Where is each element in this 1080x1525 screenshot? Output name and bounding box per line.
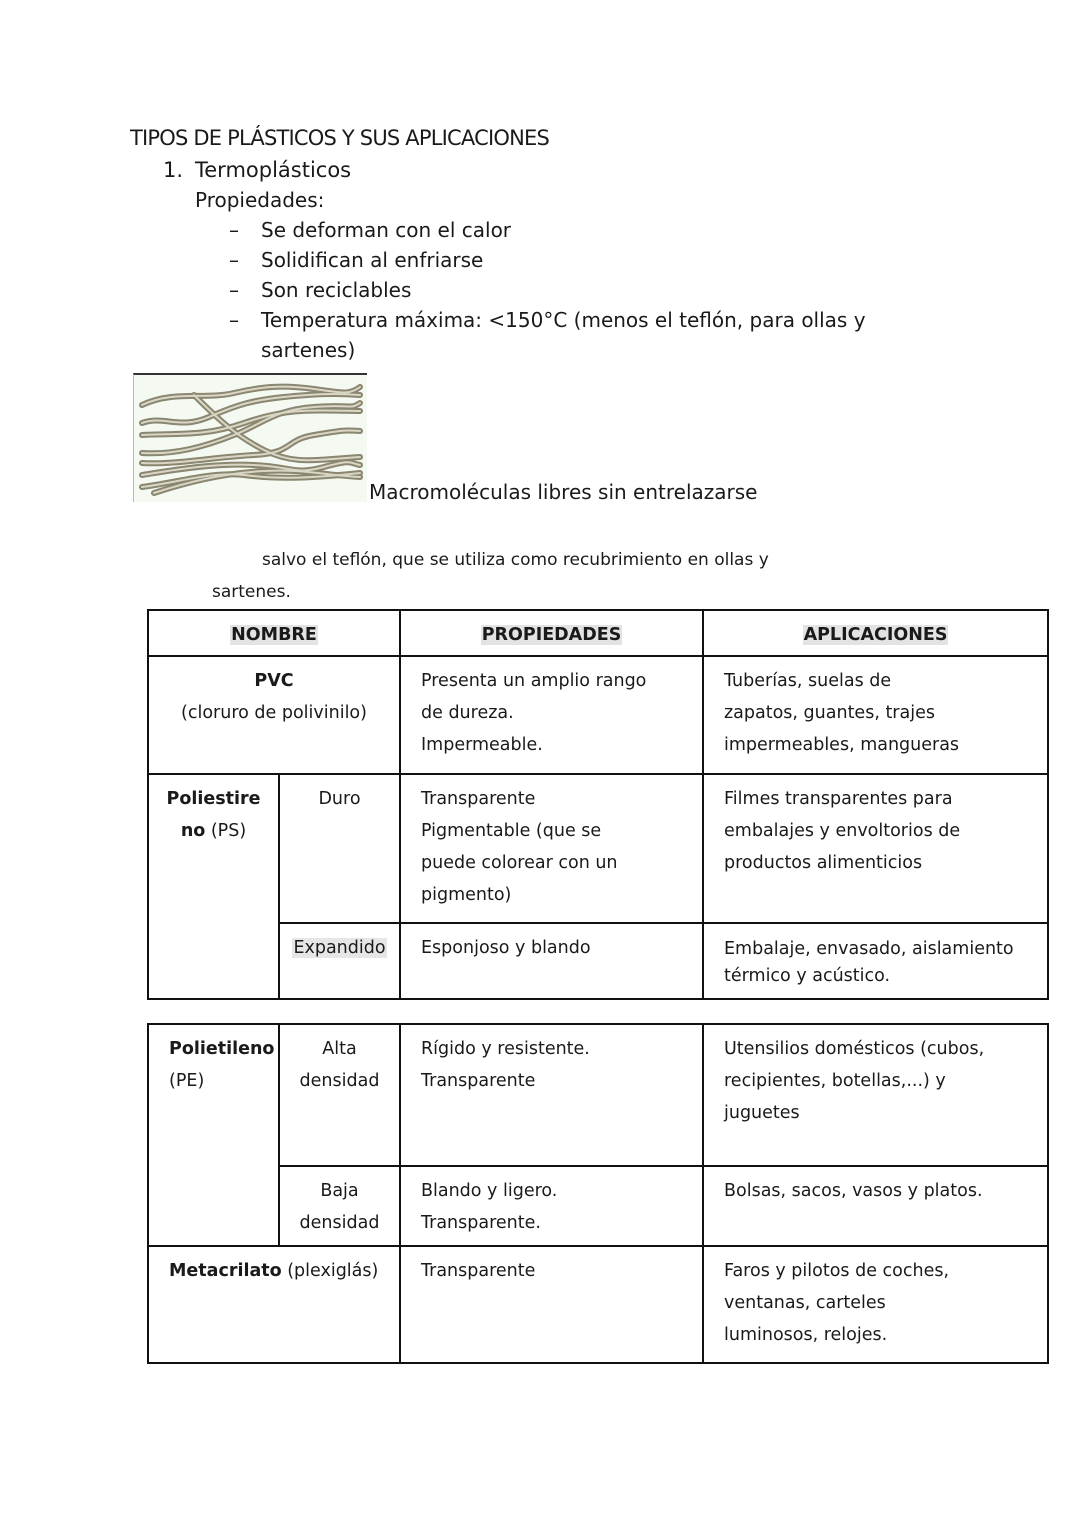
ps-expandido-variant: Expandido [279,923,400,999]
pe-name-cell: Polietileno (PE) [148,1024,279,1246]
ps-duro-applications: Filmes transparentes para embalajes y envoltorios de productos alimenticios [703,774,1048,923]
pvc-properties-cell: Presenta un amplio rango de dureza. Impermeable. [400,656,703,774]
pe-alta-variant: Alta densidad [279,1024,400,1166]
pvc-applications-cell: Tuberías, suelas de zapatos, guantes, trajes impermeables, mangueras [703,656,1048,774]
ps-duro-properties: Transparente Pigmentable (que se puede colorear con un pigmento) [400,774,703,923]
page-title: TIPOS DE PLÁSTICOS Y SUS APLICACIONES [130,126,549,150]
section-label: Termoplásticos [195,158,352,182]
pvc-name-cell: PVC (cloruro de polivinilo) [148,656,400,774]
table-row-pvc [148,656,1048,774]
table-header-row [148,610,1048,656]
pe-baja-variant: Baja densidad [279,1166,400,1246]
property-continuation: sartenes) [261,338,356,362]
property-item: – Solidifican al enfriarse [229,248,484,272]
metacrilato-applications: Faros y pilotos de coches, ventanas, carteles luminosos, relojes. [703,1246,1048,1363]
metacrilato-properties: Transparente [400,1246,703,1363]
ps-expandido-properties: Esponjoso y blando [400,923,703,999]
section-heading [163,158,351,182]
property-item: – Se deforman con el calor [229,218,512,242]
ps-name-cell: Poliestire no (PS) [148,774,279,999]
property-item: – Son reciclables [229,278,412,302]
section-number: 1. [163,158,184,182]
header-propiedades: PROPIEDADES [400,610,703,656]
plastics-table-1 [147,609,1049,1000]
property-item: – Temperatura máxima: <150°C (menos el teflón, para ollas y [229,308,866,332]
table-row-ps-duro [148,774,1048,923]
header-nombre: NOMBRE [148,610,400,656]
macromolecule-chains-icon [134,375,367,502]
properties-label: Propiedades: [195,188,325,212]
pe-baja-applications: Bolsas, sacos, vasos y platos. [703,1166,1048,1246]
table-row-ps-expandido [148,923,1048,999]
table-row-pe-alta [148,1024,1048,1166]
macromolecule-chains-image [133,373,367,502]
header-aplicaciones: APLICACIONES [703,610,1048,656]
teflon-note-continuation: sartenes. [212,582,291,602]
plastics-table-2 [147,1023,1049,1364]
table-row-pe-baja [148,1166,1048,1246]
pe-alta-properties: Rígido y resistente. Transparente [400,1024,703,1166]
ps-expandido-applications: Embalaje, envasado, aislamiento térmico y acústico. [703,923,1048,999]
pe-baja-properties: Blando y ligero. Transparente. [400,1166,703,1246]
ps-duro-variant: Duro [279,774,400,923]
table-row-metacrilato [148,1246,1048,1363]
figure-caption: Macromoléculas libres sin entrelazarse [369,480,758,504]
teflon-note: salvo el teflón, que se utiliza como recubrimiento en ollas y [262,550,769,570]
metacrilato-name-cell: Metacrilato (plexiglás) [148,1246,400,1363]
pe-alta-applications: Utensilios domésticos (cubos, recipientes, botellas,...) y juguetes [703,1024,1048,1166]
